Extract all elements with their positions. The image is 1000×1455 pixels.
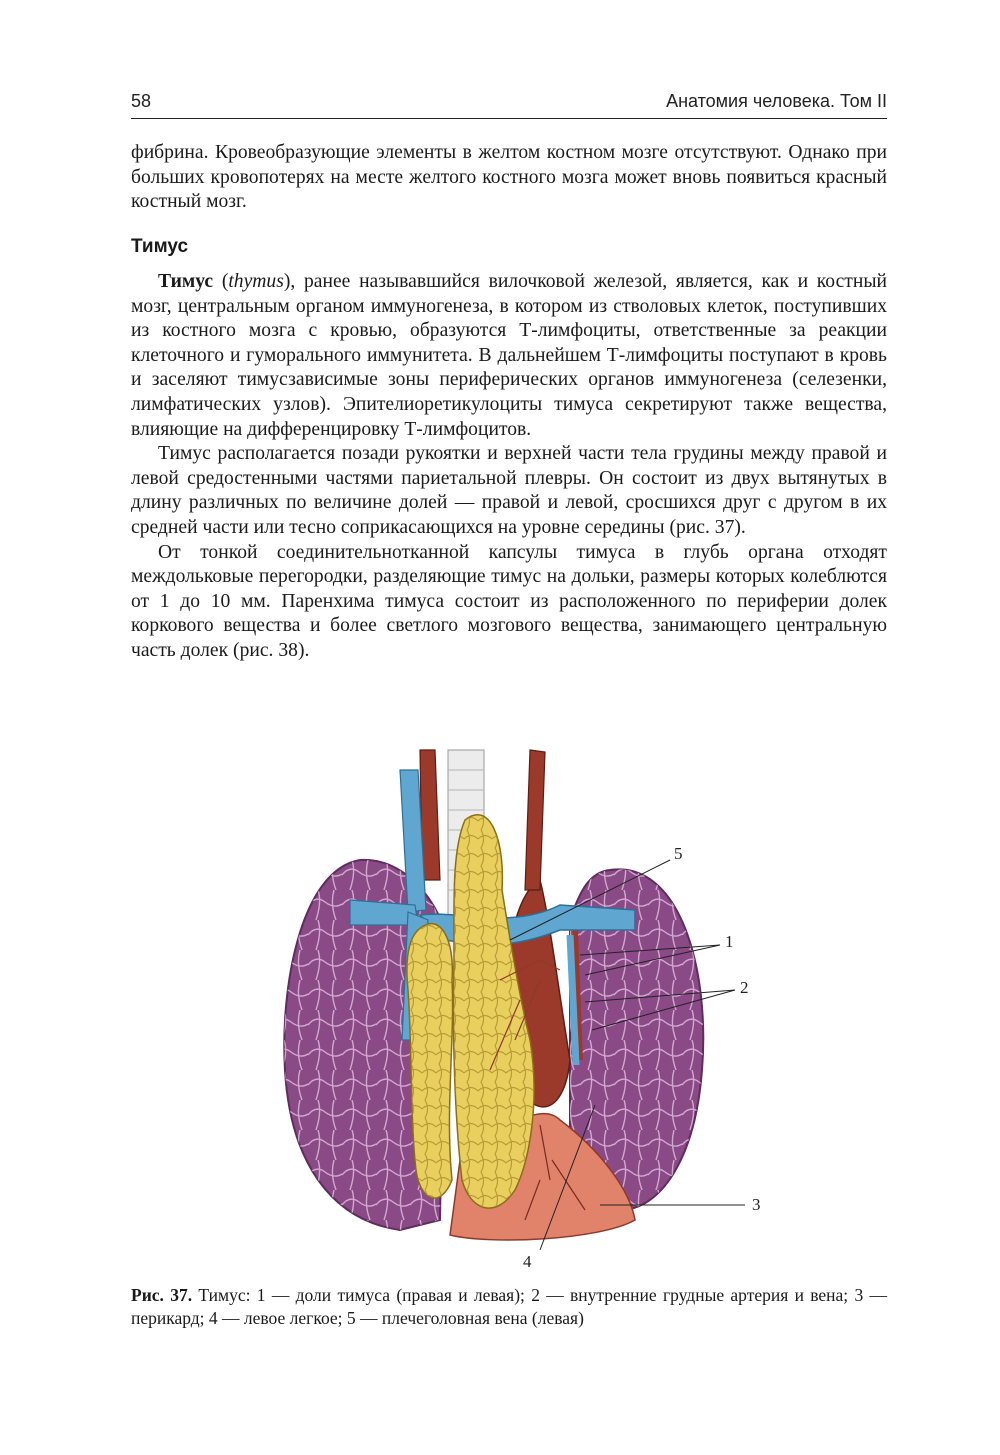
thymus-illustration [240, 740, 780, 1280]
section-heading: Тимус [131, 236, 189, 257]
paragraph-1-text: ), ранее называвшийся вилочковой железой, является, как и костный мозг, центральным органом иммуногенеза, в котором из стволовых клеток, поступивших из костного мозга с кровью, образуются Т-лимфоциты, ответственные за реакции клеточного и гуморального иммунитета. В дальнейшем Т-лимфоциты поступают в кровь и заселяют тимусзависимые зоны периферических органов иммуногенеза (селезенки, лимфатических узлов). Эпителиоретикулоциты тимуса секретируют также вещества, влияющие на дифференцировку Т-лимфоцитов. [131, 271, 887, 440]
label-3: 3 [752, 1195, 761, 1214]
book-title: Анатомия человека. Том II [666, 91, 887, 111]
term-thymus: Тимус [158, 271, 214, 292]
intro-text: фибрина. Кровеобразующие элементы в желтом костном мозге отсутствуют. Однако при больших кровопотерях на месте желтого костного мозга может вновь появиться красный костный мозг. [131, 142, 887, 213]
latin-term: thymus [228, 271, 284, 292]
page-number: 58 [131, 91, 152, 111]
label-4: 4 [523, 1252, 532, 1271]
figure-37 [240, 740, 780, 1280]
paragraph-3: От тонкой соединительнотканной капсулы тимуса в глубь органа отходят междольковые перегородки, разделяющие тимус на дольки, размеры которых колеблются от 1 до 10 мм. Паренхима тимуса состоит из расположенного по периферии долек коркового вещества и более светлого мозгового вещества, занимающего центральную часть долек (рис. 38). [131, 541, 887, 661]
section-body [131, 270, 887, 664]
figure-caption [131, 1284, 887, 1329]
caption-text: Тимус: 1 — доли тимуса (правая и левая); 2 — внутренние грудные артерия и вена; 3 — перикард; 4 — левое легкое; 5 — плечеголовная вена (левая) [131, 1285, 888, 1328]
paragraph-2: Тимус располагается позади рукоятки и верхней части тела грудины между правой и левой средостенными частями париетальной плевры. Он состоит из двух вытянутых в длину различных по величине долей — правой и левой, сросшихся друг с другом в их средней части или тесно соприкасающихся на уровне середины (рис. 37). [131, 443, 887, 538]
label-2: 2 [740, 978, 749, 997]
label-5: 5 [674, 844, 683, 863]
left-carotid [525, 750, 545, 890]
caption-label: Рис. 37. [131, 1285, 193, 1305]
label-1: 1 [725, 932, 734, 951]
running-head [131, 88, 887, 119]
intro-paragraph [131, 141, 887, 215]
paragraph-1: Тимус (thymus), ранее называвшийся вилочковой железой, является, как и костный мозг, центральным органом иммуногенеза, в котором из стволовых клеток, поступивших из костного мозга с кровью, образуются Т-лимфоциты, ответственные за реакции клеточного и гуморального иммунитета. В дальнейшем Т-лимфоциты поступают в кровь и заселяют тимусзависимые зоны периферических органов иммуногенеза (селезенки, лимфатических узлов). Эпителиоретикулоциты тимуса секретируют также вещества, влияющие на дифференцировку Т-лимфоцитов. [131, 271, 887, 440]
